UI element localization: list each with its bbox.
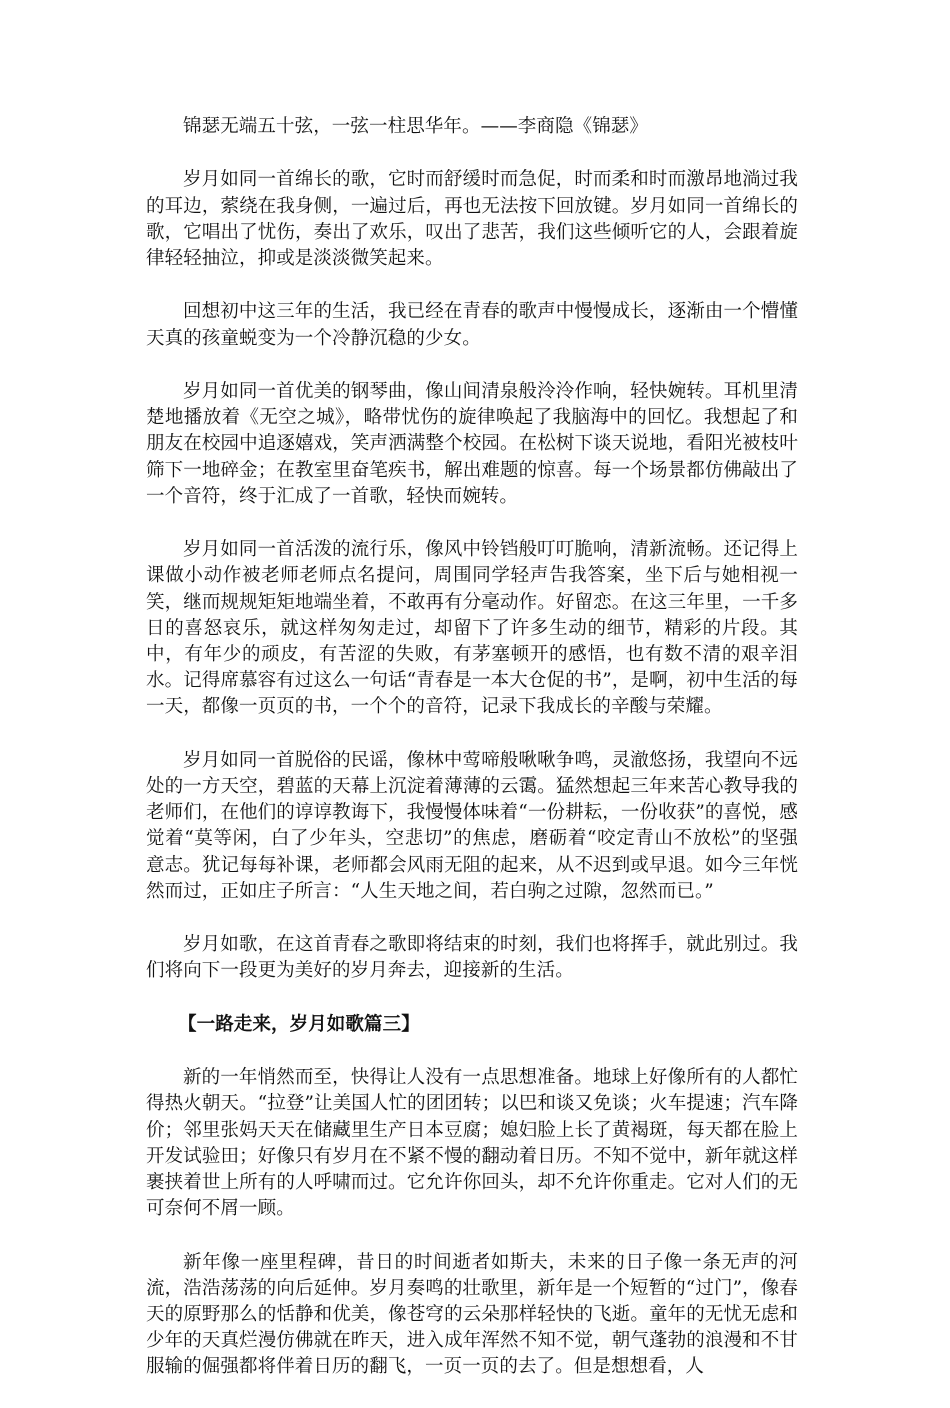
body-paragraph: 岁月如同一首绵长的歌，它时而舒缓时而急促，时而柔和时而激昂地淌过我的耳边，萦绕在我身侧，一遍过后，再也无法按下回放键。岁月如同一首绵长的歌，它唱出了忧伤，奏出了欢乐，叹出了悲苦，我们这些倾听它的人，会跟着旋律轻轻抽泣，抑或是淡淡微笑起来。 xyxy=(146,169,798,269)
body-paragraph: 回想初中这三年的生活，我已经在青春的歌声中慢慢成长，逐渐由一个懵懂天真的孩童蜕变为一个冷静沉稳的少女。 xyxy=(146,301,798,349)
body-paragraph: 岁月如歌，在这首青春之歌即将结束的时刻，我们也将挥手，就此别过。我们将向下一段更为美好的岁月奔去，迎接新的生活。 xyxy=(146,934,798,982)
body-paragraph: 岁月如同一首优美的钢琴曲，像山间清泉般泠泠作响，轻快婉转。耳机里清楚地播放着《无空之城》，略带忧伤的旋律唤起了我脑海中的回忆。我想起了和朋友在校园中追逐嬉戏，笑声洒满整个校园。在松树下谈天说地，看阳光被枝叶筛下一地碎金；在教室里奋笔疾书，解出难题的惊喜。每一个场景都仿佛敲出了一个音符，终于汇成了一首歌，轻快而婉转。 xyxy=(146,380,798,507)
section-heading: 【一路走来，岁月如歌篇三】 xyxy=(178,1013,420,1035)
body-paragraph: 新年像一座里程碑，昔日的时间逝者如斯夫，未来的日子像一条无声的河流，浩浩荡荡的向后延伸。岁月奏鸣的壮歌里，新年是一个短暂的“过门”，像春天的原野那么的恬静和优美，像苍穹的云朵那样轻快的飞逝。童年的无忧无虑和少年的天真烂漫仿佛就在昨天，进入成年浑然不知不觉，朝气蓬勃的浪漫和不甘服输的倔强都将伴着日历的翻飞，一页一页的去了。但是想想看，人 xyxy=(146,1251,798,1378)
epigraph-paragraph: 锦瑟无端五十弦，一弦一柱思华年。——李商隐《锦瑟》 xyxy=(183,116,649,137)
body-paragraph: 新的一年悄然而至，快得让人没有一点思想准备。地球上好像所有的人都忙得热火朝天。“拉登”让美国人忙的团团转；以巴和谈又免谈；火车提速；汽车降价；邻里张妈天天在储藏里生产日本豆腐；媳妇脸上长了黄褐斑，每天都在脸上开发试验田；好像只有岁月在不紧不慢的翻动着日历。不知不觉中，新年就这样裹挟着世上所有的人呼啸而过。它允许你回头，却不允许你重走。它对人们的无可奈何不屑一顾。 xyxy=(146,1067,798,1220)
body-paragraph: 岁月如同一首活泼的流行乐，像风中铃铛般叮叮脆响，清新流畅。还记得上课做小动作被老师老师点名提问，周围同学轻声告我答案，坐下后与她相视一笑，继而规规矩矩地端坐着，不敢再有分毫动作。好留恋。在这三年里，一千多日的喜怒哀乐，就这样匆匆走过，却留下了许多生动的细节，精彩的片段。其中，有年少的顽皮，有苦涩的失败，有茅塞顿开的感悟，也有数不清的艰辛泪水。记得席慕容有过这么一句话“青春是一本大仓促的书”，是啊，初中生活的每一天，都像一页页的书，一个个的音符，记录下我成长的辛酸与荣耀。 xyxy=(146,539,798,718)
body-paragraph: 岁月如同一首脱俗的民谣，像林中莺啼般啾啾争鸣，灵澈悠扬，我望向不远处的一方天空，碧蓝的天幕上沉淀着薄薄的云霭。猛然想起三年来苦心教导我的老师们，在他们的谆谆教诲下，我慢慢体味着“一份耕耘，一份收获”的喜悦，感觉着“莫等闲，白了少年头，空悲切”的焦虑，磨砺着“咬定青山不放松”的坚强意志。犹记每每补课，老师都会风雨无阻的起来，从不迟到或早退。如今三年恍然而过，正如庄子所言：“人生天地之间，若白驹之过隙，忽然而已。” xyxy=(146,749,798,902)
document-page xyxy=(146,114,798,1408)
